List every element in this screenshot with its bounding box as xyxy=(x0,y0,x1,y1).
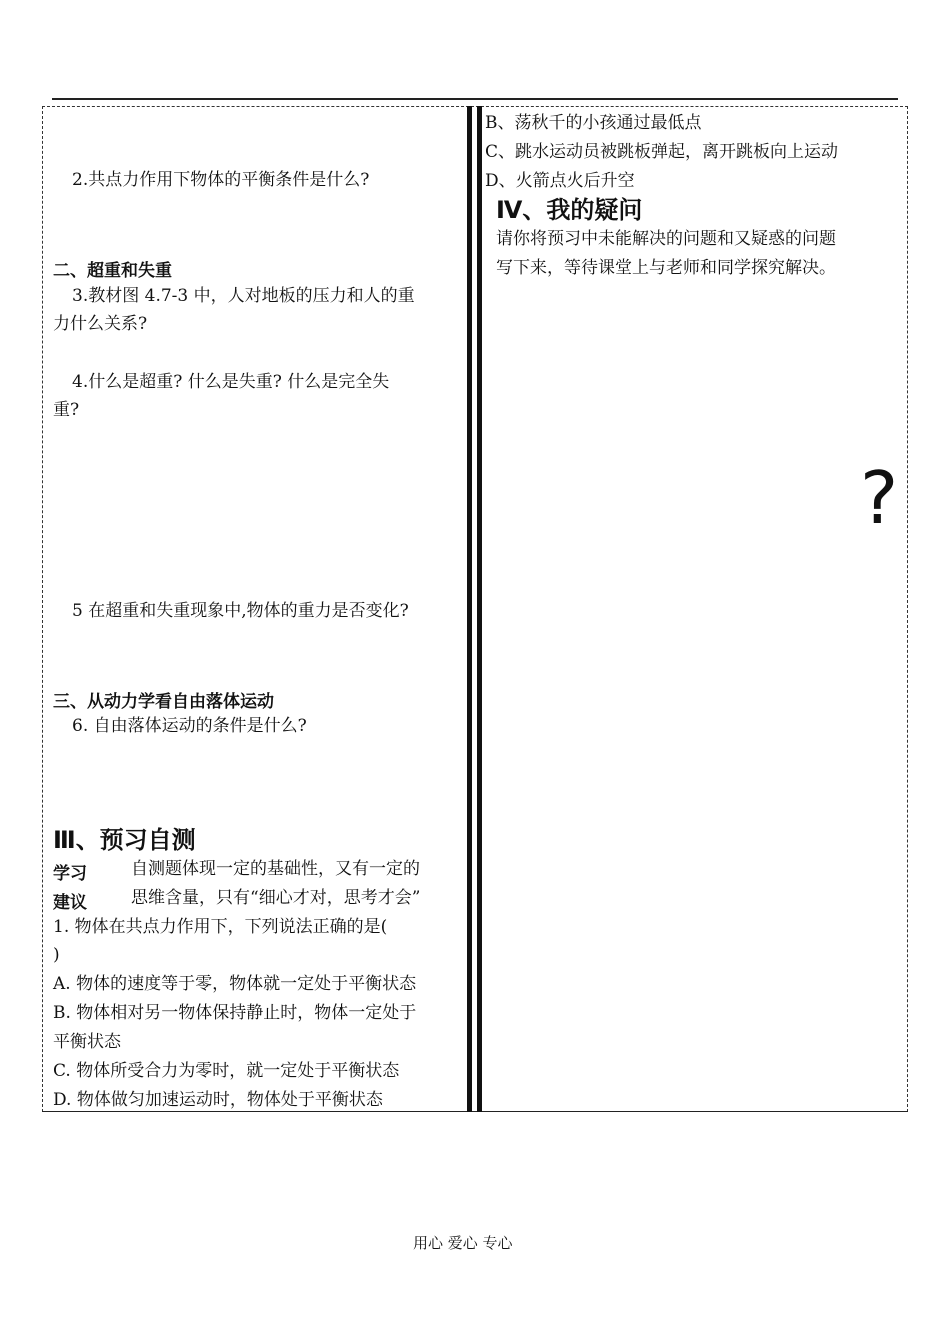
advice-label-2: 建议 xyxy=(53,893,87,913)
question-3-line-1: 3.教材图 4.7-3 中，人对地板的压力和人的重 xyxy=(72,286,415,306)
option-a: A. 物体的速度等于零，物体就一定处于平衡状态 xyxy=(53,974,417,994)
footer-motto: 用心 爱心 专心 xyxy=(413,1234,513,1252)
doubts-heading: Ⅳ、我的疑问 xyxy=(496,196,643,224)
advice-text-2: 思维含量，只有“细心才对，思考才会” xyxy=(131,888,421,908)
table-left-border xyxy=(42,106,43,1112)
question-6: 6. 自由落体运动的条件是什么? xyxy=(72,716,307,736)
advice-text-1: 自测题体现一定的基础性，又有一定的 xyxy=(131,859,420,879)
advice-label-1: 学习 xyxy=(53,864,87,884)
doubts-instruction-line-2: 写下来，等待课堂上与老师和同学探究解决。 xyxy=(496,258,836,278)
section-heading-overweight: 二、超重和失重 xyxy=(53,261,172,281)
question-4-line-1: 4.什么是超重? 什么是失重? 什么是完全失 xyxy=(72,372,390,392)
option-d: D. 物体做匀加速运动时，物体处于平衡状态 xyxy=(53,1090,383,1110)
test-question-1-line-1: 1. 物体在共点力作用下，下列说法正确的是( xyxy=(53,917,388,937)
section-heading-free-fall: 三、从动力学看自由落体运动 xyxy=(53,692,274,712)
option-b-line-1: B. 物体相对另一物体保持静止时，物体一定处于 xyxy=(53,1003,417,1023)
question-2: 2.共点力作用下物体的平衡条件是什么? xyxy=(72,170,370,190)
test-question-1-line-2: ) xyxy=(53,945,60,965)
question-3-line-2: 力什么关系? xyxy=(53,314,148,334)
table-bottom-border xyxy=(42,1111,908,1112)
right-option-c: C、跳水运动员被跳板弹起，离开跳板向上运动 xyxy=(485,142,839,162)
table-top-border xyxy=(42,106,908,107)
question-4-line-2: 重? xyxy=(53,400,80,420)
table-right-border xyxy=(907,106,908,1112)
option-b-line-2: 平衡状态 xyxy=(53,1032,121,1052)
right-option-d: D、火箭点火后升空 xyxy=(485,171,635,191)
right-option-b: B、荡秋千的小孩通过最低点 xyxy=(485,113,702,133)
question-5: 5 在超重和失重现象中,物体的重力是否变化? xyxy=(72,601,409,621)
header-rule xyxy=(52,98,898,100)
self-test-heading: Ⅲ、预习自测 xyxy=(53,826,196,854)
doubts-instruction-line-1: 请你将预习中未能解决的问题和又疑惑的问题 xyxy=(496,229,836,249)
option-c: C. 物体所受合力为零时，就一定处于平衡状态 xyxy=(53,1061,400,1081)
question-mark-symbol: ? xyxy=(860,456,899,540)
column-divider-right xyxy=(477,106,482,1112)
column-divider-left xyxy=(467,106,472,1112)
